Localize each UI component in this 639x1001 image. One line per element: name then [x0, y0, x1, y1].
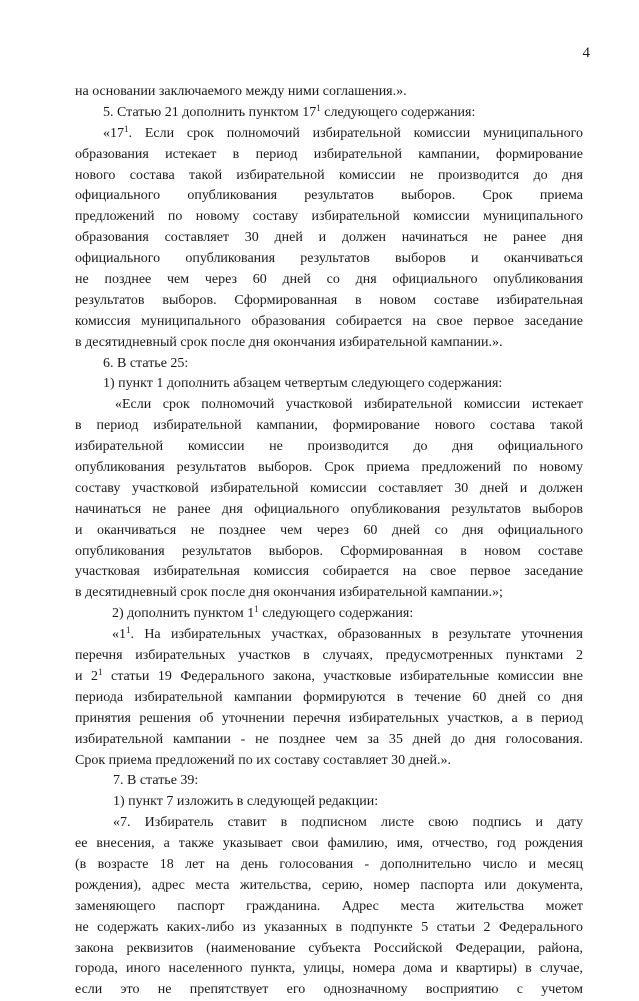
text-run: . На избирательных участках, образованных в результате уточнения	[130, 627, 583, 643]
text-run: 1) пункт 7 изложить в следующей редакции:	[113, 794, 379, 810]
text-run: не позднее чем через 60 дней со дня официального опубликования	[75, 272, 583, 288]
text-run: если это не препятствует его однозначному восприятию с учетом	[75, 982, 583, 998]
text-run: (в возрасте 18 лет на день голосования - дополнительно число и месяц	[75, 856, 583, 872]
text-run: на основании заключаемого между ними соглашения.».	[75, 84, 407, 99]
text-run: в десятидневный срок после дня окончания избирательной кампании.»;	[75, 585, 503, 601]
superscript: 1	[254, 604, 259, 615]
text-run: в период избирательной кампании, формирование нового состава такой	[75, 418, 583, 434]
text-line	[75, 479, 583, 500]
text-line	[75, 771, 583, 792]
text-line	[75, 562, 583, 583]
text-run: и 2	[75, 668, 98, 684]
text-line	[75, 333, 583, 354]
text-line	[75, 813, 583, 834]
text-line	[75, 124, 583, 145]
text-line	[75, 834, 583, 855]
text-line	[75, 667, 583, 688]
text-line	[75, 792, 583, 813]
text-line	[75, 918, 583, 939]
text-run: официального опубликования результатов выборов. Срок приема	[75, 188, 583, 204]
text-line	[75, 980, 583, 1001]
text-line	[75, 897, 583, 918]
superscript: 1	[126, 625, 131, 636]
text-run: составу участковой избирательной комиссии составляет 30 дней и должен	[75, 480, 583, 496]
text-run: опубликования результатов выборов. Срок приема предложений по новому	[75, 460, 583, 476]
text-run: Срок приема предложений по их составу составляет 30 дней.».	[75, 752, 451, 768]
text-line	[75, 855, 583, 876]
text-run: «Если срок полномочий участковой избирательной комиссии истекает	[115, 397, 583, 413]
text-run: ее внесения, а также указывает свои фамилию, имя, отчество, год рождения	[75, 836, 583, 852]
text-line	[75, 207, 583, 228]
text-run: 1) пункт 1 дополнить абзацем четвертым следующего содержания:	[103, 376, 503, 392]
text-line	[75, 228, 583, 249]
text-run: «7. Избиратель ставит в подписном листе свою подпись и дату	[113, 815, 583, 831]
text-run: следующего содержания:	[320, 104, 476, 120]
text-line	[75, 876, 583, 897]
text-line	[75, 374, 583, 395]
text-line	[75, 249, 583, 270]
text-run: «1	[112, 627, 126, 643]
text-line	[75, 166, 583, 187]
text-run: статьи 19 Федерального закона, участковые избирательные комиссии вне	[102, 668, 583, 684]
text-run: в десятидневный срок после дня окончания избирательной кампании.».	[75, 334, 503, 350]
text-run: комиссия муниципального образования собирается на свое первое заседание	[75, 313, 583, 329]
page-number: 4	[582, 45, 590, 61]
text-run: и оканчиваться не позднее чем через 60 дней со дня официального	[75, 522, 583, 538]
text-run: 5. Статью 21 дополнить пунктом 17	[103, 104, 317, 120]
text-run: рождения), адрес места жительства, серию, номер паспорта или документа,	[75, 877, 583, 893]
text-run: «17	[103, 125, 124, 141]
text-run: опубликования результатов выборов. Сформированная в новом составе	[75, 543, 583, 559]
text-line	[75, 521, 583, 542]
text-run: нового состава такой избирательной комиссии не производится до дня	[75, 167, 583, 183]
text-run: образования истекает в период избирательной кампании, формирование	[75, 146, 583, 162]
text-line	[75, 82, 583, 103]
text-run: не содержать каких-либо из указанных в подпункте 5 статьи 2 Федерального	[75, 919, 583, 935]
text-line	[75, 751, 583, 772]
text-run: периода избирательной кампании формируются в течение 60 дней со дня	[75, 689, 583, 705]
text-run: участковая избирательная комиссия собирается на свое первое заседание	[75, 564, 583, 580]
superscript: 1	[124, 123, 129, 134]
text-line	[75, 730, 583, 751]
text-run: заменяющего паспорт гражданина. Адрес места жительства может	[75, 898, 583, 914]
text-line	[75, 458, 583, 479]
text-line	[75, 354, 583, 375]
text-line	[75, 270, 583, 291]
text-line	[75, 103, 583, 124]
text-run: 7. В статье 39:	[113, 773, 199, 789]
text-run: избирательной комиссии не производится до дня официального	[75, 439, 583, 455]
text-line	[75, 625, 583, 646]
text-run: города, иного населенного пункта, улицы, номера дома и квартиры) в случае,	[75, 961, 583, 977]
text-run: закона реквизитов (наименование субъекта Российской Федерации, района,	[75, 940, 583, 956]
text-line	[75, 291, 583, 312]
text-run: 6. В статье 25:	[103, 355, 189, 371]
text-run: избирательной кампании - не позднее чем за 35 дней до дня голосования.	[75, 731, 583, 747]
text-line	[75, 416, 583, 437]
text-line	[75, 604, 583, 625]
text-run: результатов выборов. Сформированная в новом составе избирательная	[75, 292, 583, 308]
text-line	[75, 542, 583, 563]
text-run: начинаться не ранее дня официального опубликования результатов выборов	[75, 501, 583, 517]
text-run: образования составляет 30 дней и должен начинаться не ранее дня	[75, 230, 583, 246]
text-line	[75, 709, 583, 730]
text-line	[75, 939, 583, 960]
text-line	[75, 688, 583, 709]
text-line	[75, 583, 583, 604]
text-line	[75, 959, 583, 980]
text-run: . Если срок полномочий избирательной комиссии муниципального	[128, 125, 583, 141]
text-line	[75, 312, 583, 333]
text-line	[75, 395, 583, 416]
text-line	[75, 646, 583, 667]
document-body	[75, 82, 583, 1001]
text-line	[75, 145, 583, 166]
text-run: принятия решения об уточнении перечня избирательных участков, а в период	[75, 710, 583, 726]
text-line	[75, 500, 583, 521]
text-line	[75, 186, 583, 207]
superscript: 1	[98, 666, 103, 677]
text-run: перечня избирательных участков в случаях, предусмотренных пунктами 2	[75, 648, 583, 664]
text-line	[75, 437, 583, 458]
text-run: следующего содержания:	[258, 606, 414, 622]
text-run: официального опубликования результатов выборов и оканчиваться	[75, 251, 583, 267]
text-run: предложений по новому составу избирательной комиссии муниципального	[75, 209, 583, 225]
superscript: 1	[316, 102, 321, 113]
text-run: 2) дополнить пунктом 1	[112, 606, 255, 622]
